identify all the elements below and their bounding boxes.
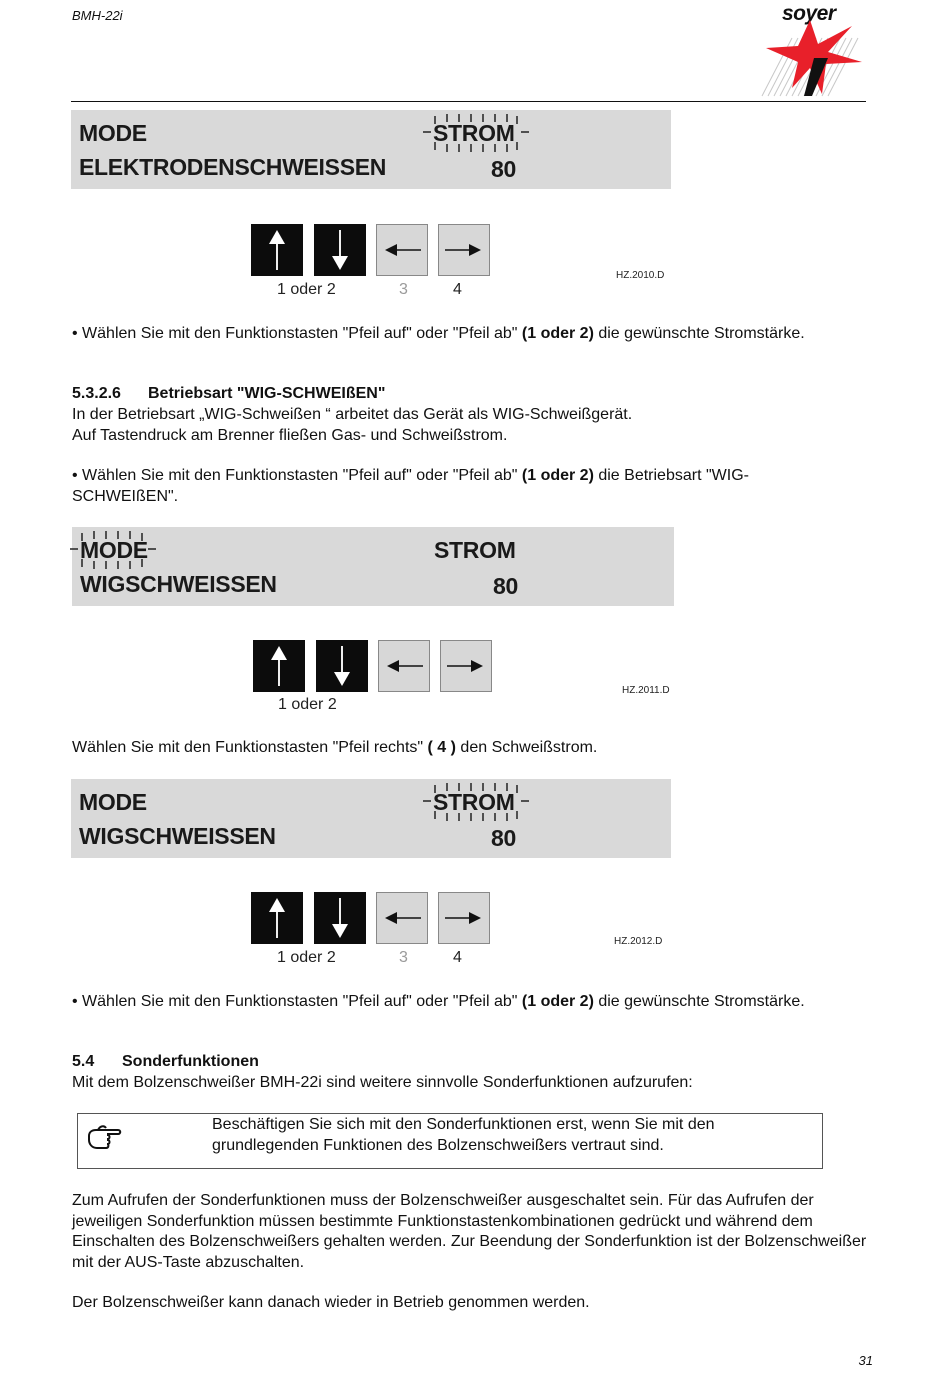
brand-logo-text: soyer bbox=[782, 2, 836, 25]
lcd-mode-value: WIGSCHWEISSEN bbox=[79, 823, 276, 849]
blink-rays-icon bbox=[70, 527, 160, 571]
down-arrow-icon bbox=[314, 224, 366, 276]
bold-span: ( 4 ) bbox=[427, 739, 456, 756]
text-span: die gewünschte Stromstärke. bbox=[593, 325, 805, 342]
section-title: Sonderfunktionen bbox=[122, 1053, 259, 1070]
up-arrow-icon bbox=[251, 892, 303, 944]
instruction-paragraph bbox=[72, 324, 872, 345]
note-box bbox=[77, 1113, 823, 1169]
blink-rays-icon bbox=[421, 110, 531, 154]
left-arrow-icon bbox=[377, 893, 427, 943]
arrow-up-key[interactable] bbox=[251, 224, 303, 276]
section-heading bbox=[72, 385, 385, 403]
text-span: • Wählen Sie mit den Funktionstasten "Pfeil auf" oder "Pfeil ab" bbox=[72, 467, 522, 484]
blink-rays-icon bbox=[421, 779, 531, 823]
arrow-down-key[interactable] bbox=[314, 892, 366, 944]
down-arrow-icon bbox=[316, 640, 368, 692]
page-number: 31 bbox=[858, 1353, 873, 1368]
arrow-left-key[interactable] bbox=[378, 640, 430, 692]
arrow-left-key[interactable] bbox=[376, 892, 428, 944]
lcd-mode-value: WIGSCHWEISSEN bbox=[80, 571, 277, 597]
instruction-paragraph bbox=[72, 466, 832, 507]
body-paragraph: Der Bolzenschweißer kann danach wieder in Betrieb genommen werden. bbox=[72, 1294, 590, 1311]
bold-span: (1 oder 2) bbox=[521, 467, 594, 484]
body-paragraph bbox=[72, 405, 872, 446]
lcd-strom-value: 80 bbox=[491, 156, 516, 182]
arrow-right-key[interactable] bbox=[438, 224, 490, 276]
pointing-hand-icon bbox=[86, 1122, 130, 1152]
text-span: Wählen Sie mit den Funktionstasten "Pfeil rechts" bbox=[72, 739, 428, 756]
lcd-mode-label: MODE bbox=[80, 537, 148, 563]
key-caption-1-2: 1 oder 2 bbox=[277, 949, 336, 966]
text-span: • Wählen Sie mit den Funktionstasten "Pfeil auf" oder "Pfeil ab" bbox=[72, 993, 522, 1010]
text-span: den Schweißstrom. bbox=[455, 739, 598, 756]
lcd-strom-label: STROM bbox=[433, 789, 515, 815]
figure-code: HZ.2011.D bbox=[622, 685, 670, 696]
right-arrow-icon bbox=[441, 641, 491, 691]
arrow-up-key[interactable] bbox=[253, 640, 305, 692]
left-arrow-icon bbox=[377, 225, 427, 275]
arrow-left-key[interactable] bbox=[376, 224, 428, 276]
star-logo-icon bbox=[752, 18, 870, 98]
lcd-display bbox=[71, 110, 671, 189]
note-text: Beschäftigen Sie sich mit den Sonderfunktionen erst, wenn Sie mit den grundlegenden Funktionen des Bolzenschweißers vertraut sind. bbox=[212, 1116, 715, 1154]
arrow-right-key[interactable] bbox=[438, 892, 490, 944]
header-rule bbox=[71, 101, 866, 102]
text-line: Auf Tastendruck am Brenner fließen Gas- und Schweißstrom. bbox=[72, 426, 508, 444]
lcd-strom-label: STROM bbox=[434, 537, 516, 563]
left-arrow-icon bbox=[379, 641, 429, 691]
key-caption-4: 4 bbox=[453, 949, 462, 966]
key-caption-1-2: 1 oder 2 bbox=[278, 696, 337, 713]
arrow-down-key[interactable] bbox=[316, 640, 368, 692]
lcd-strom-value: 80 bbox=[491, 825, 516, 851]
arrow-down-key[interactable] bbox=[314, 224, 366, 276]
section-number: 5.3.2.6 bbox=[72, 385, 121, 402]
text-span: • Wählen Sie mit den Funktionstasten "Pfeil auf" oder "Pfeil ab" bbox=[72, 325, 522, 342]
section-heading bbox=[72, 1053, 259, 1071]
body-paragraph: Zum Aufrufen der Sonderfunktionen muss der Bolzenschweißer ausgeschaltet sein. Für das Aufrufen der jeweiligen Sonderfunktion müssen bestimmte Funktionstastenkombinationen gedrückt und während dem Einschalten des Bolzenschweißers gehalten werden. Zur Beendung der Sonderfunktion ist der Bolzenschweißer mit der AUS-Taste abzuschalten. bbox=[72, 1192, 867, 1271]
bold-span: (1 oder 2) bbox=[521, 993, 594, 1010]
document-title: BMH-22i bbox=[72, 8, 123, 23]
section-number: 5.4 bbox=[72, 1053, 95, 1070]
instruction-paragraph bbox=[72, 738, 872, 759]
lcd-display bbox=[72, 527, 674, 606]
figure-code: HZ.2012.D bbox=[614, 936, 663, 947]
key-caption-3: 3 bbox=[399, 949, 408, 966]
lcd-mode-label: MODE bbox=[79, 789, 147, 815]
right-arrow-icon bbox=[439, 893, 489, 943]
bold-span: (1 oder 2) bbox=[521, 325, 594, 342]
right-arrow-icon bbox=[439, 225, 489, 275]
lcd-mode-value: ELEKTRODENSCHWEISSEN bbox=[79, 154, 387, 180]
instruction-paragraph bbox=[72, 992, 872, 1013]
text-span: die Betriebsart "WIG-SCHWEIßEN". bbox=[72, 467, 749, 505]
text-line: In der Betriebsart „WIG-Schweißen “ arbeitet das Gerät als WIG-Schweißgerät. bbox=[72, 406, 633, 423]
body-paragraph: Mit dem Bolzenschweißer BMH-22i sind weitere sinnvolle Sonderfunktionen aufzurufen: bbox=[72, 1074, 693, 1091]
figure-code: HZ.2010.D bbox=[616, 270, 665, 281]
lcd-mode-label: MODE bbox=[79, 120, 147, 146]
text-span: die gewünschte Stromstärke. bbox=[593, 993, 805, 1010]
down-arrow-icon bbox=[314, 892, 366, 944]
key-caption-3: 3 bbox=[399, 281, 408, 298]
up-arrow-icon bbox=[251, 224, 303, 276]
lcd-strom-value: 80 bbox=[493, 573, 518, 599]
key-caption-4: 4 bbox=[453, 281, 462, 298]
arrow-up-key[interactable] bbox=[251, 892, 303, 944]
lcd-display bbox=[71, 779, 671, 858]
section-title: Betriebsart "WIG-SCHWEIßEN" bbox=[148, 385, 386, 402]
lcd-strom-label: STROM bbox=[433, 120, 515, 146]
arrow-right-key[interactable] bbox=[440, 640, 492, 692]
key-caption-1-2: 1 oder 2 bbox=[277, 281, 336, 298]
up-arrow-icon bbox=[253, 640, 305, 692]
